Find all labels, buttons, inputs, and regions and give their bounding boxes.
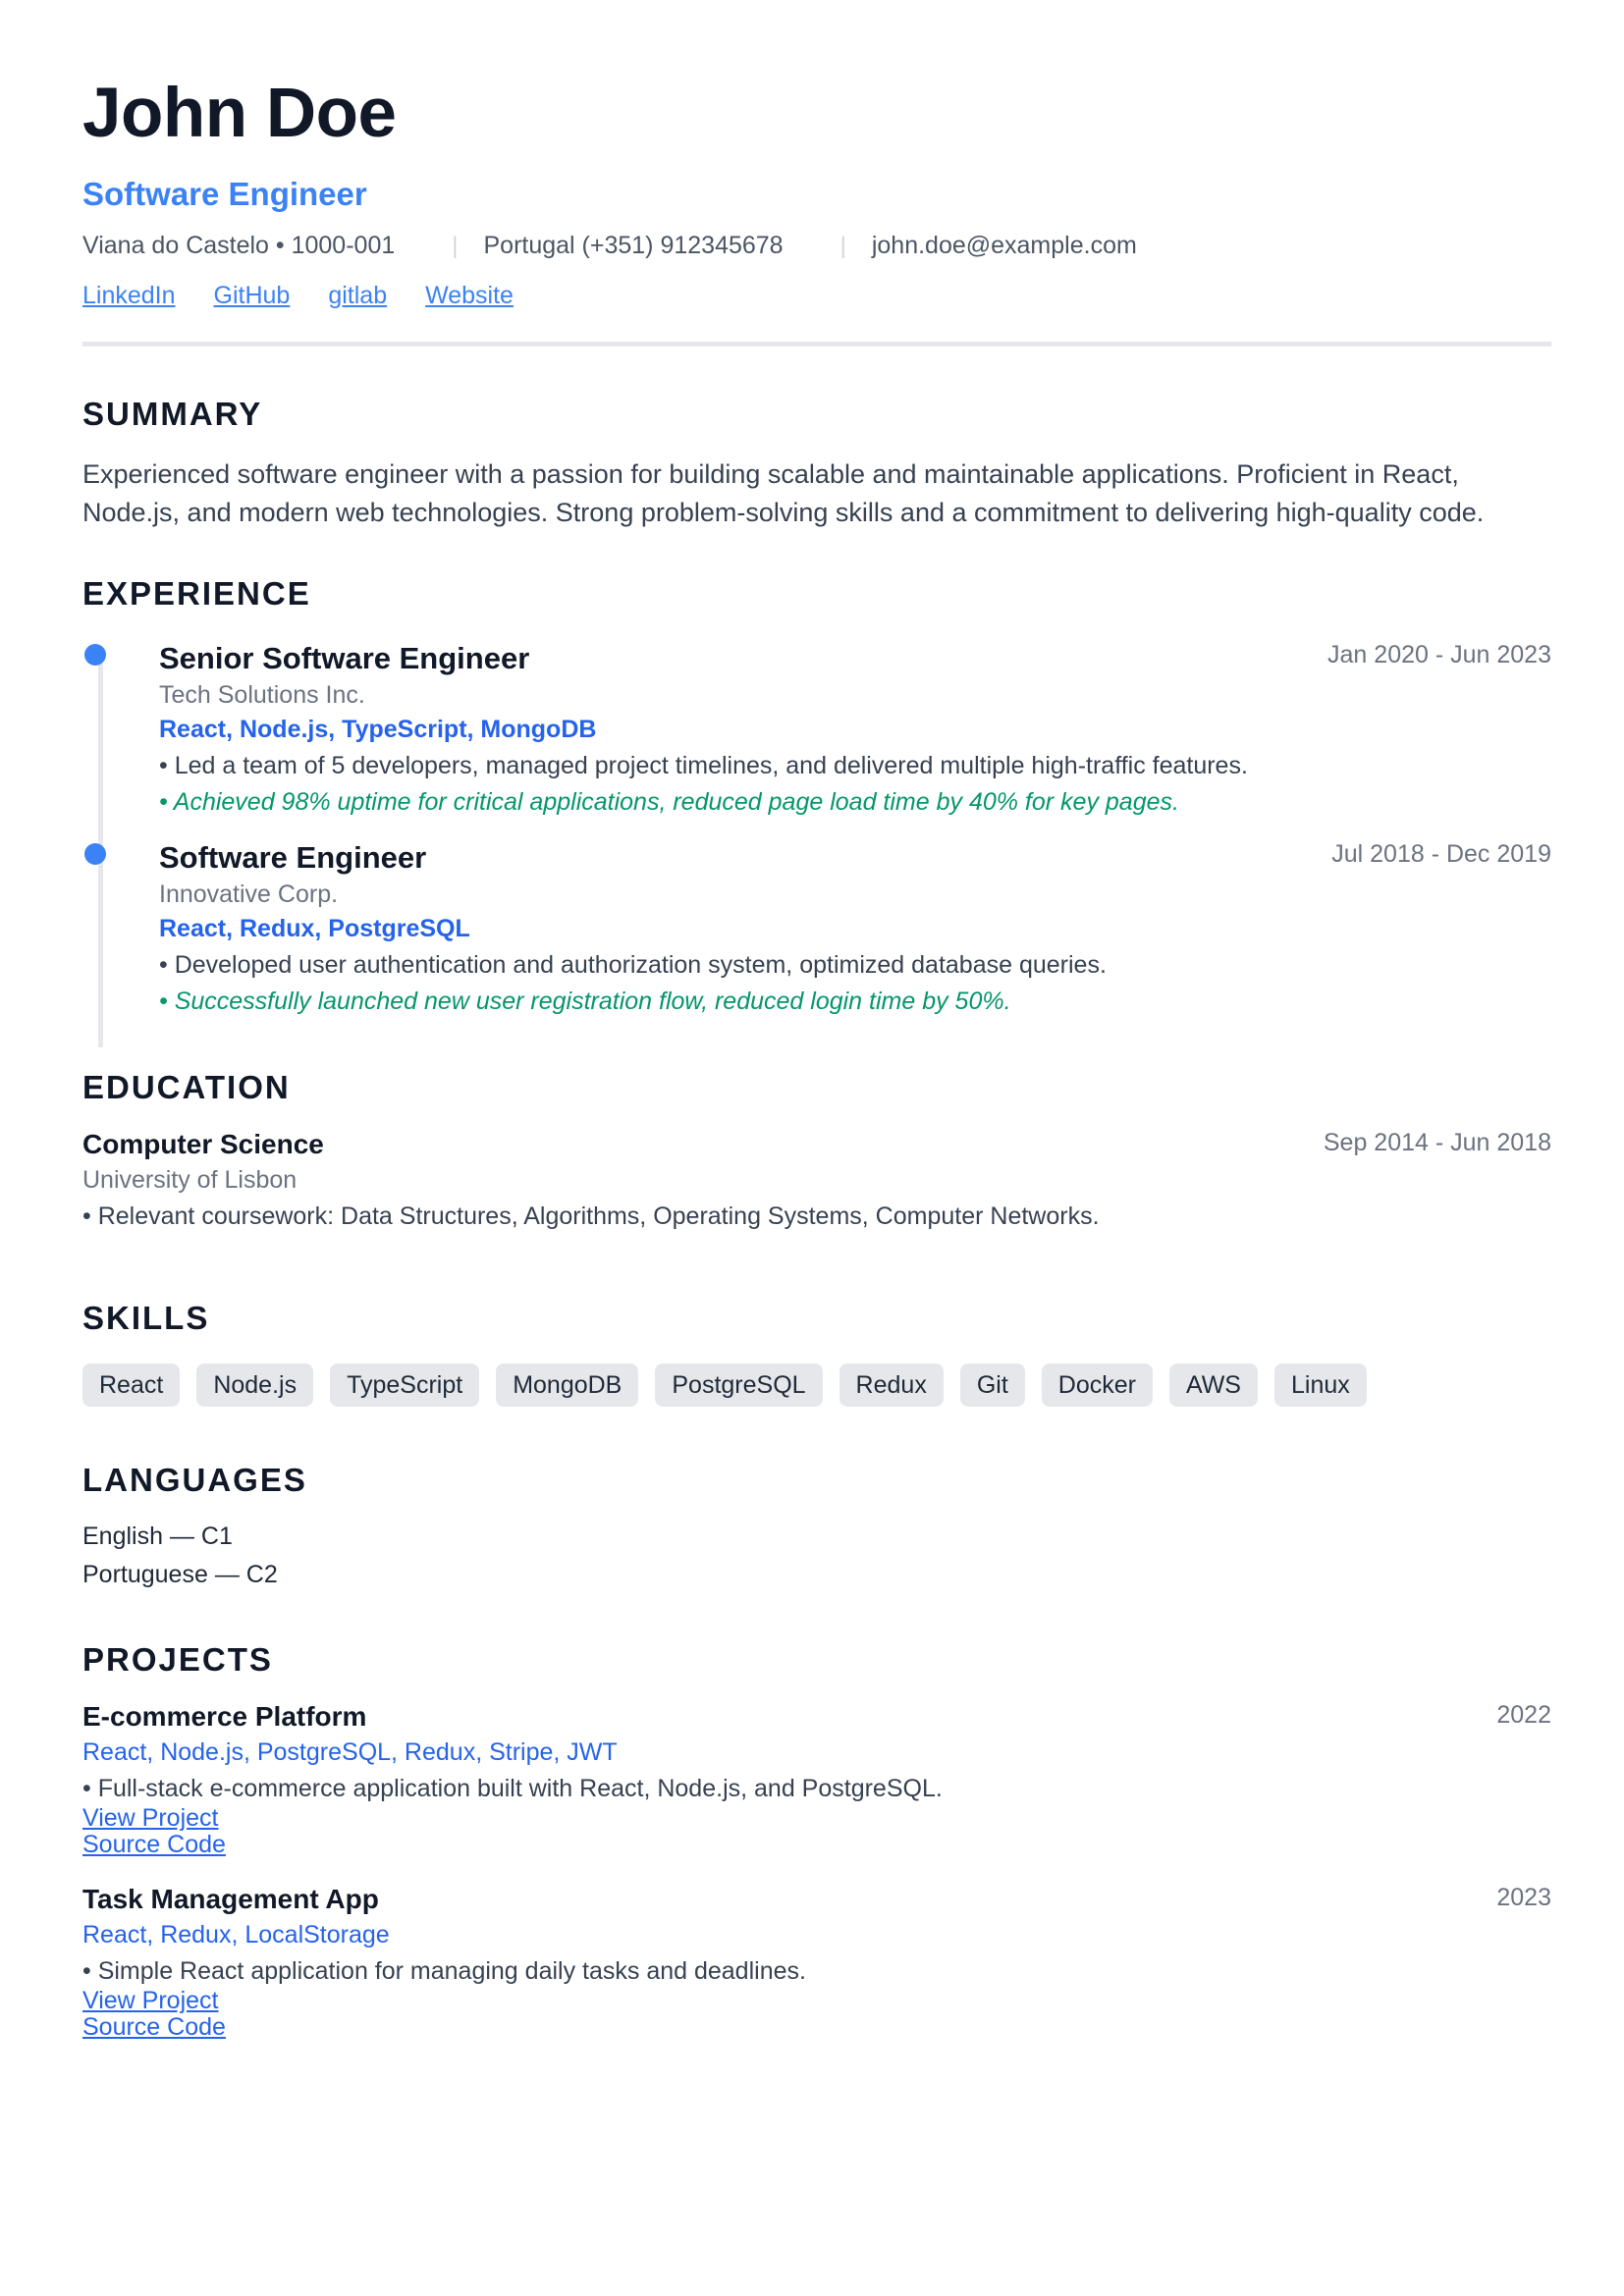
github-link[interactable]: GitHub bbox=[213, 282, 291, 309]
section-heading: LANGUAGES bbox=[82, 1462, 307, 1498]
contact-separator: | bbox=[839, 232, 846, 259]
experience-timeline bbox=[82, 643, 1551, 1014]
resume-header bbox=[82, 75, 1551, 309]
skill-chip: MongoDB bbox=[496, 1363, 638, 1407]
school-name: University of Lisbon bbox=[82, 1166, 298, 1194]
education-section bbox=[82, 1071, 1551, 1229]
position-title: Software Engineer bbox=[159, 840, 427, 875]
gitlab-link[interactable]: gitlab bbox=[328, 282, 388, 309]
linkedin-link[interactable]: LinkedIn bbox=[82, 282, 176, 309]
header-divider bbox=[82, 342, 1551, 347]
section-heading: PROJECTS bbox=[82, 1641, 273, 1678]
section-heading: SKILLS bbox=[82, 1300, 210, 1336]
summary-section bbox=[82, 398, 1551, 532]
view-project-link[interactable]: View Project bbox=[82, 1987, 219, 2014]
company-name: Tech Solutions Inc. bbox=[159, 681, 365, 709]
projects-section bbox=[82, 1643, 1551, 2041]
skill-chip: Node.js bbox=[196, 1363, 313, 1407]
position-dates: Jan 2020 - Jun 2023 bbox=[1327, 641, 1551, 668]
project-item bbox=[82, 1886, 1551, 2041]
position-title: Senior Software Engineer bbox=[159, 641, 530, 675]
experience-item bbox=[159, 643, 1551, 815]
profile-links bbox=[82, 284, 1551, 308]
degree-title: Computer Science bbox=[82, 1129, 324, 1159]
project-title: E-commerce Platform bbox=[82, 1701, 367, 1732]
contact-separator: | bbox=[452, 232, 459, 259]
tech-stack: React, Redux, PostgreSQL bbox=[159, 915, 470, 942]
skill-chip: TypeScript bbox=[330, 1363, 479, 1407]
skills-list bbox=[82, 1363, 1551, 1407]
source-code-link[interactable]: Source Code bbox=[82, 1831, 226, 1858]
project-item bbox=[82, 1703, 1551, 1858]
skill-chip: AWS bbox=[1169, 1363, 1258, 1407]
achievement-bullet: • Achieved 98% uptime for critical applications, reduced page load time by 40% for key pages. bbox=[159, 788, 1179, 816]
responsibility-bullet: • Developed user authentication and authorization system, optimized database queries. bbox=[159, 951, 1107, 979]
project-year: 2022 bbox=[1496, 1701, 1551, 1729]
project-description: • Simple React application for managing daily tasks and deadlines. bbox=[82, 1957, 806, 1985]
skills-section bbox=[82, 1302, 1551, 1407]
source-code-link[interactable]: Source Code bbox=[82, 2013, 226, 2041]
resume bbox=[82, 75, 1551, 2041]
project-description: • Full-stack e-commerce application built with React, Node.js, and PostgreSQL. bbox=[82, 1775, 943, 1802]
experience-item bbox=[159, 842, 1551, 1014]
summary-text: Experienced software engineer with a passion for building scalable and maintainable applications. Proficient in React, Node.js, and modern web technologies. Strong problem-solving skills and a commitment to delivering high-quality code. bbox=[82, 459, 1485, 527]
section-heading: EXPERIENCE bbox=[82, 575, 311, 612]
tech-stack: React, Node.js, TypeScript, MongoDB bbox=[159, 716, 597, 743]
candidate-name: John Doe bbox=[82, 75, 397, 152]
skill-chip: Linux bbox=[1274, 1363, 1367, 1407]
achievement-bullet: • Successfully launched new user registration flow, reduced login time by 50%. bbox=[159, 988, 1011, 1015]
skill-chip: PostgreSQL bbox=[655, 1363, 822, 1407]
skill-chip: Redux bbox=[839, 1363, 944, 1407]
section-heading: EDUCATION bbox=[82, 1069, 291, 1105]
project-year: 2023 bbox=[1496, 1884, 1551, 1911]
view-project-link[interactable]: View Project bbox=[82, 1804, 219, 1832]
timeline-dot bbox=[84, 644, 106, 666]
section-heading: SUMMARY bbox=[82, 396, 263, 432]
project-title: Task Management App bbox=[82, 1884, 379, 1914]
skill-chip: Git bbox=[960, 1363, 1025, 1407]
timeline-dot bbox=[84, 843, 106, 865]
skill-chip: Docker bbox=[1042, 1363, 1153, 1407]
email-text: john.doe@example.com bbox=[871, 232, 1137, 259]
company-name: Innovative Corp. bbox=[159, 881, 339, 908]
language-item: Portuguese — C2 bbox=[82, 1561, 278, 1588]
position-dates: Jul 2018 - Dec 2019 bbox=[1331, 840, 1551, 868]
language-item: English — C1 bbox=[82, 1522, 233, 1550]
address-text: Viana do Castelo • 1000-001 bbox=[82, 232, 396, 259]
website-link[interactable]: Website bbox=[425, 282, 514, 309]
languages-section bbox=[82, 1464, 1551, 1594]
skill-chip: React bbox=[82, 1363, 180, 1407]
phone-text: Portugal (+351) 912345678 bbox=[483, 232, 784, 259]
education-dates: Sep 2014 - Jun 2018 bbox=[1323, 1129, 1551, 1156]
project-tech: React, Node.js, PostgreSQL, Redux, Stripe, JWT bbox=[82, 1738, 618, 1766]
responsibility-bullet: • Led a team of 5 developers, managed project timelines, and delivered multiple high-traffic features. bbox=[159, 752, 1248, 779]
job-title: Software Engineer bbox=[82, 176, 367, 212]
coursework-bullet: • Relevant coursework: Data Structures, Algorithms, Operating Systems, Computer Networks. bbox=[82, 1202, 1100, 1230]
experience-section bbox=[82, 577, 1551, 1014]
contact-info bbox=[82, 234, 1551, 258]
project-tech: React, Redux, LocalStorage bbox=[82, 1921, 390, 1949]
